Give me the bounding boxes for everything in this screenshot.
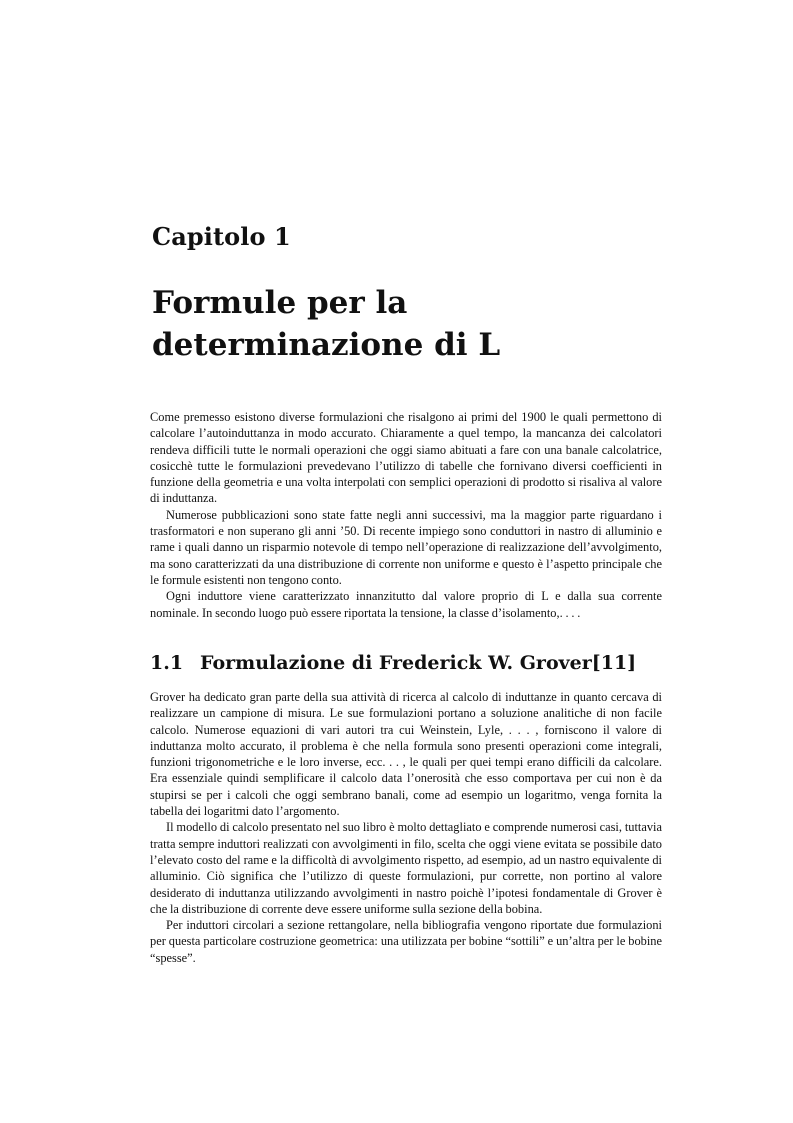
intro-paragraph-1: Come premesso esistono diverse formulazioni che risalgono ai primi del 1900 le quali permettono di calcolare l’autoinduttanza in modo accurato. Chiaramente a quel tempo, la mancanza dei calcolatori rendeva difficili tutte le normali operazioni che oggi siamo abituati a fare con una banale calcolatrice, cosicchè tutte le formulazioni prevedevano l’utilizzo di tabelle che fornivano diversi coefficienti in funzione della geometria e una volta interpolati con semplici operazioni di prodotto si risaliva al valore di induttanza. [150,410,662,506]
section-paragraph-3: Per induttori circolari a sezione rettangolare, nella bibliografia vengono riportate due formulazioni per questa particolare costruzione geometrica: una utilizzata per bobine “sottili” e un’altra per le bobine “spesse”. [150,918,662,965]
section-title: Formulazione di Frederick W. Grover[11] [200,652,637,674]
section-heading [150,652,636,674]
intro-paragraph-2: Numerose pubblicazioni sono state fatte negli anni successivi, ma la maggior parte riguardano i trasformatori e non superano gli anni ’50. Di recente impiego sono conduttori in nastro di alluminio e rame i quali danno un risparmio notevole di tempo nell’operazione di realizzazione dell’avvolgimento, ma sono caratterizzati da una distribuzione di corrente non uniforme e questo è l’aspetto principale che le formule esistenti non tengono conto. [150,507,662,587]
section-number: 1.1 [150,652,184,674]
chapter-title: Formule per la determinazione di L [152,285,501,363]
intro-text [150,409,662,621]
section-text [150,689,662,966]
section-paragraph-1: Grover ha dedicato gran parte della sua attività di ricerca al calcolo di induttanze in quanto cercava di realizzare un campione di misura. Le sue formulazioni portano a soluzione analitiche di non facile calcolo. Numerose equazioni di vari autori tra cui Weinstein, Lyle, . . . , forniscono il valore di induttanza molto accurato, il problema è che nella formula sono presenti operazioni come integrali, funzioni trigonometriche e le loro inverse, ecc. . . , le quali per quei tempi erano difficili da calcolare. Era essenziale quindi semplificare il calcolo data l’onerosità che esso comportava per cui non è da stupirsi se per i calcoli che oggi sembrano banali, come ad esempio un logaritmo, venga fornita la tabella dei logaritmi dato l’argomento. [150,690,662,819]
section-paragraph-2: Il modello di calcolo presentato nel suo libro è molto dettagliato e comprende numerosi casi, tuttavia tratta sempre induttori realizzati con avvolgimenti in filo, scelta che oggi viene evitata se possibile dato l’elevato costo del rame e la difficoltà di avvolgimento rispetto, ad esempio, ad un nastro equivalente di alluminio. Ciò significa che l’utilizzo di queste formulazioni, pur corrette, non portino al valore desiderato di induttanza utilizzando avvolgimenti in nastro poichè l’ipotesi fondamentale di Grover è che la distribuzione di corrente deve essere uniforme sulla sezione della bobina. [150,820,662,916]
intro-paragraph-3: Ogni induttore viene caratterizzato innanzitutto dal valore proprio di L e dalla sua corrente nominale. In secondo luogo può essere riportata la tensione, la classe d’isolamento,. . . . [150,589,662,620]
chapter-label: Capitolo 1 [152,222,291,251]
document-page [150,0,662,1123]
